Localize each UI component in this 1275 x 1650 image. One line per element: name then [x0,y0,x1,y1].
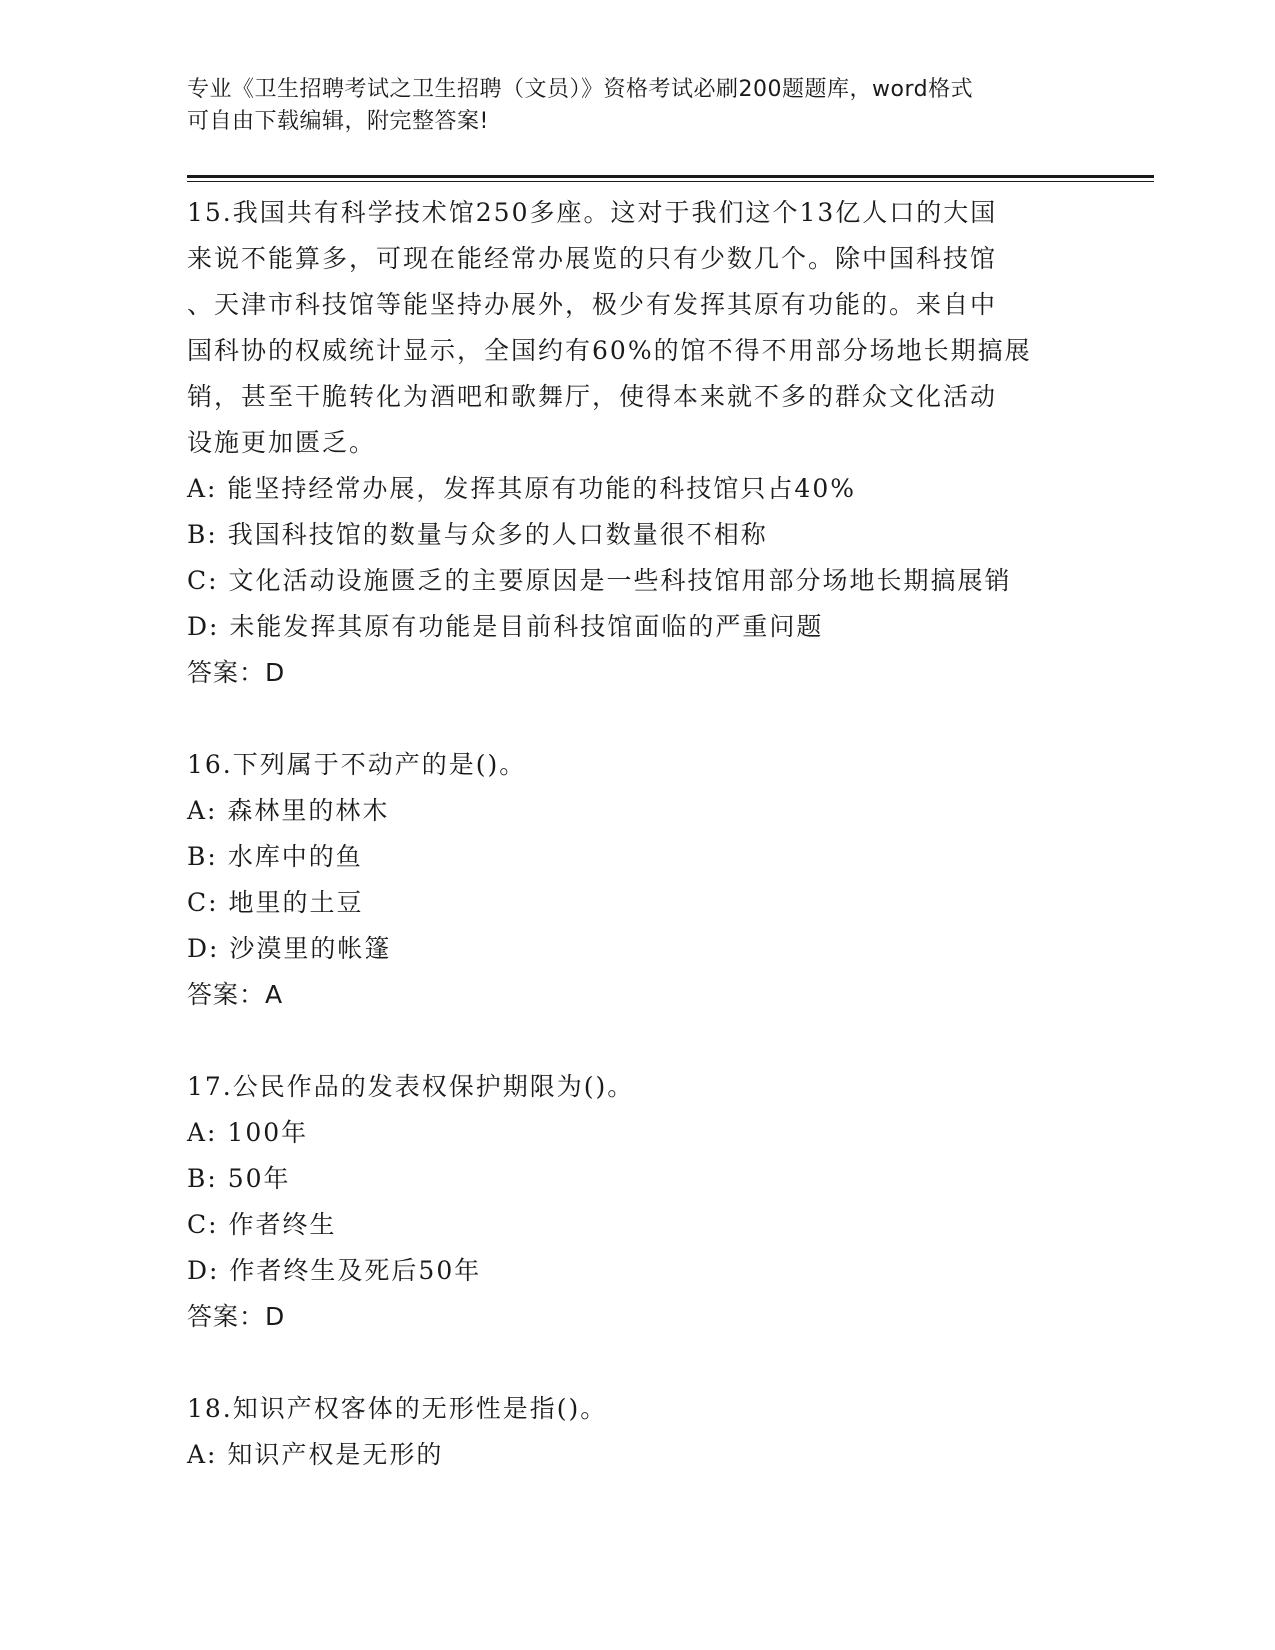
document-header [187,74,1067,138]
option-b: B: 50年 [187,1164,291,1193]
header-divider-thin [187,181,1154,182]
question-spacer [187,1340,1087,1386]
option-a: A: 100年 [187,1118,309,1147]
question-stem-line: 国科协的权威统计显示，全国约有60%的馆不得不用部分场地长期搞展 [187,336,1032,365]
question-18 [187,1386,1087,1478]
question-stem-line: 设施更加匮乏。 [187,428,377,457]
option-d: D: 作者终生及死后50年 [187,1256,482,1285]
option-b: B: 水库中的鱼 [187,842,363,871]
option-b: B: 我国科技馆的数量与众多的人口数量很不相称 [187,520,768,549]
option-a: A: 森林里的林木 [187,796,390,825]
question-spacer [187,1018,1087,1064]
option-c: C: 文化活动设施匮乏的主要原因是一些科技馆用部分场地长期搞展销 [187,566,1012,595]
option-c: C: 地里的土豆 [187,888,364,917]
question-stem-line: 来说不能算多，可现在能经常办展览的只有少数几个。除中国科技馆 [187,244,998,273]
answer-label: 答案：A [187,980,284,1009]
answer-label: 答案：D [187,1302,286,1331]
question-stem-line: 16.下列属于不动产的是()。 [187,750,527,779]
question-stem-line: 、天津市科技馆等能坚持办展外，极少有发挥其原有功能的。来自中 [187,290,998,319]
question-stem-line: 15.我国共有科学技术馆250多座。这对于我们这个13亿人口的大国 [187,198,998,227]
option-d: D: 未能发挥其原有功能是目前科技馆面临的严重问题 [187,612,824,641]
question-stem-line: 17.公民作品的发表权保护期限为()。 [187,1072,635,1101]
option-a: A: 能坚持经常办展，发挥其原有功能的科技馆只占40% [187,474,856,503]
option-c: C: 作者终生 [187,1210,337,1239]
question-17 [187,1064,1087,1340]
question-stem-line: 18.知识产权客体的无形性是指()。 [187,1394,608,1423]
header-divider-thick [187,175,1154,178]
option-a: A: 知识产权是无形的 [187,1440,444,1469]
question-15 [187,190,1087,696]
question-list [187,190,1087,1478]
header-line-2: 可自由下载编辑，附完整答案! [187,109,489,134]
question-16 [187,742,1087,1018]
answer-label: 答案：D [187,658,286,687]
header-line-1: 专业《卫生招聘考试之卫生招聘（文员）》资格考试必刷200题题库，word格式 [187,77,974,102]
question-spacer [187,696,1087,742]
question-stem-line: 销，甚至干脆转化为酒吧和歌舞厅，使得本来就不多的群众文化活动 [187,382,998,411]
option-d: D: 沙漠里的帐篷 [187,934,392,963]
